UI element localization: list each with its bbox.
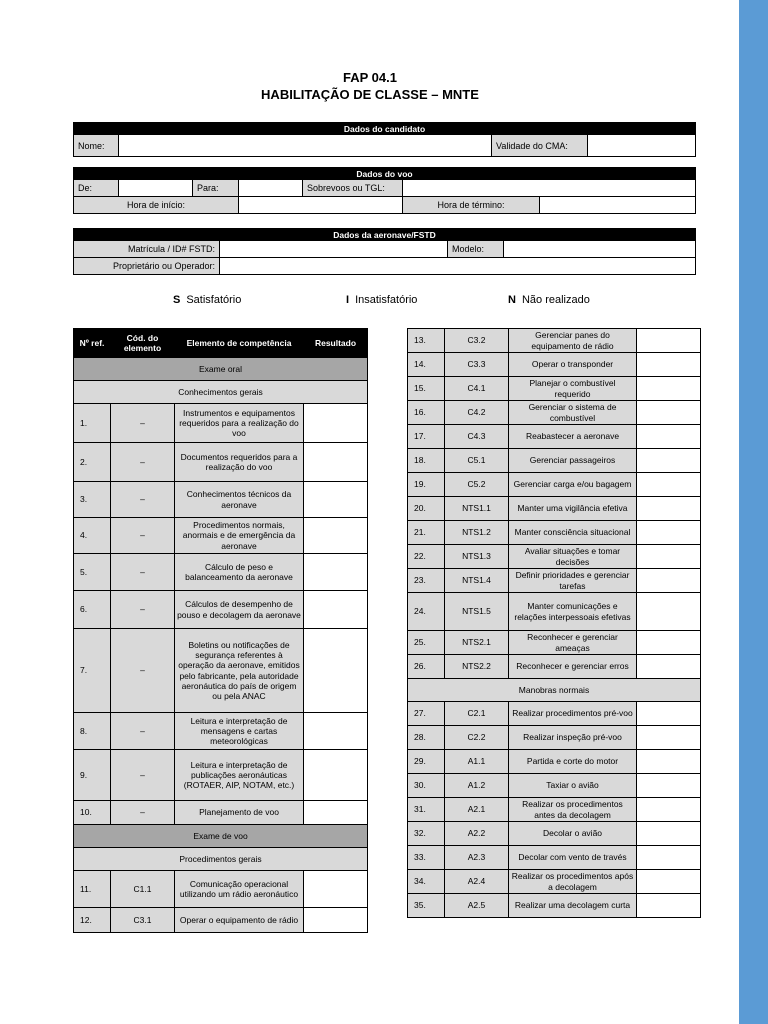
code-cell: – [111,750,175,801]
code-cell: – [111,629,175,713]
competency-row [74,518,368,554]
aircraft-header: Dados da aeronave/FSTD [74,229,696,241]
element-cell: Leitura e interpretação de publicações aeronáuticas (ROTAER, AIP, NOTAM, etc.) [175,750,304,801]
element-cell: Realizar os procedimentos após a decolagem [509,870,637,894]
competency-row [74,554,368,591]
element-cell: Realizar procedimentos pré-voo [509,702,637,726]
ref-cell: 9. [74,750,111,801]
result-field[interactable] [304,750,368,801]
element-cell: Boletins ou notificações de segurança referentes à operação da aeronave, emitidos pelo fabricante, pela autoridade aeronáutica do país de origem ou pela ANAC [175,629,304,713]
result-field[interactable] [637,774,701,798]
legend-unsatisfactory: I Insatisfatório [346,294,418,306]
result-field[interactable] [637,497,701,521]
element-cell: Manter uma vigilância efetiva [509,497,637,521]
competency-row [408,750,701,774]
col-ref-header: Nº ref. [74,329,111,358]
result-field[interactable] [637,846,701,870]
code-cell: C4.2 [445,401,509,425]
code-cell: NTS1.1 [445,497,509,521]
result-field[interactable] [637,593,701,631]
element-cell: Planejamento de voo [175,801,304,825]
start-time-label: Hora de início: [74,197,239,214]
section-title: Exame oral [74,358,368,381]
ref-cell: 31. [408,798,445,822]
model-label: Modelo: [448,241,504,258]
competency-row [408,774,701,798]
subsection-row [74,848,368,871]
registration-label: Matrícula / ID# FSTD: [74,241,220,258]
col-code-header: Cód. do elemento [111,329,175,358]
element-cell: Taxiar o avião [509,774,637,798]
competency-row [74,871,368,908]
ref-cell: 35. [408,894,445,918]
ref-cell: 26. [408,655,445,679]
competency-row [408,631,701,655]
ref-cell: 34. [408,870,445,894]
result-field[interactable] [637,702,701,726]
end-time-field[interactable] [540,197,696,214]
ref-cell: 22. [408,545,445,569]
element-cell: Cálculos de desempenho de pouso e decolagem da aeronave [175,591,304,629]
ref-cell: 14. [408,353,445,377]
form-code: FAP 04.1 [343,70,397,85]
result-field[interactable] [304,629,368,713]
legend-satisfactory: S Satisfatório [173,294,242,306]
result-field[interactable] [637,521,701,545]
code-cell: C5.1 [445,449,509,473]
result-field[interactable] [304,713,368,750]
result-field[interactable] [637,545,701,569]
flight-section [73,167,696,214]
code-cell: C4.1 [445,377,509,401]
element-cell: Instrumentos e equipamentos requeridos para a realização do voo [175,404,304,443]
element-cell: Realizar os procedimentos antes da decolagem [509,798,637,822]
code-cell: A1.2 [445,774,509,798]
competency-row [408,377,701,401]
ref-cell: 23. [408,569,445,593]
cma-label: Validade do CMA: [492,135,588,157]
element-cell: Operar o equipamento de rádio [175,908,304,933]
element-cell: Decolar o avião [509,822,637,846]
code-cell: C5.2 [445,473,509,497]
element-cell: Reconhecer e gerenciar erros [509,655,637,679]
competency-row [408,329,701,353]
code-cell: A2.3 [445,846,509,870]
result-field[interactable] [304,871,368,908]
competency-row [408,846,701,870]
ref-cell: 24. [408,593,445,631]
code-cell: – [111,554,175,591]
competency-row [408,569,701,593]
code-cell: – [111,443,175,482]
section-title: Conhecimentos gerais [74,381,368,404]
element-cell: Definir prioridades e gerenciar tarefas [509,569,637,593]
competency-row [408,401,701,425]
competency-row [408,822,701,846]
competency-row [408,425,701,449]
page-title: HABILITAÇÃO DE CLASSE – MNTE [261,87,479,102]
subsection-row [74,381,368,404]
competency-row [74,482,368,518]
section-row [74,358,368,381]
result-field[interactable] [637,870,701,894]
registration-field[interactable] [220,241,448,258]
flight-header: Dados do voo [74,168,696,180]
to-label: Para: [193,180,239,197]
code-cell: – [111,591,175,629]
competency-row [408,870,701,894]
result-field[interactable] [637,822,701,846]
result-field[interactable] [304,591,368,629]
element-cell: Comunicação operacional utilizando um rádio aeronáutico [175,871,304,908]
ref-cell: 32. [408,822,445,846]
ref-cell: 21. [408,521,445,545]
competency-row [74,443,368,482]
result-field[interactable] [637,750,701,774]
ref-cell: 29. [408,750,445,774]
competency-row [408,521,701,545]
element-cell: Leitura e interpretação de mensagens e cartas meteorológicas [175,713,304,750]
result-field[interactable] [304,554,368,591]
result-field[interactable] [637,569,701,593]
ref-cell: 17. [408,425,445,449]
competency-row [74,713,368,750]
result-field[interactable] [637,353,701,377]
code-cell: C2.1 [445,702,509,726]
code-cell: A2.5 [445,894,509,918]
competency-row [74,750,368,801]
element-cell: Operar o transponder [509,353,637,377]
code-cell: – [111,713,175,750]
side-accent-bar [739,0,768,1024]
section-title: Exame de voo [74,825,368,848]
code-cell: C3.2 [445,329,509,353]
from-field[interactable] [119,180,193,197]
ref-cell: 33. [408,846,445,870]
competency-row [408,497,701,521]
competency-row [74,801,368,825]
code-cell: C3.3 [445,353,509,377]
to-field[interactable] [239,180,303,197]
ref-cell: 4. [74,518,111,554]
code-cell: A2.2 [445,822,509,846]
left-competency-table [73,328,368,933]
result-field[interactable] [637,726,701,750]
ref-cell: 11. [74,871,111,908]
competency-row [74,908,368,933]
element-cell: Gerenciar o sistema de combustível [509,401,637,425]
code-cell: A2.4 [445,870,509,894]
ref-cell: 20. [408,497,445,521]
competency-row [408,545,701,569]
ref-cell: 7. [74,629,111,713]
element-cell: Procedimentos normais, anormais e de emergência da aeronave [175,518,304,554]
ref-cell: 15. [408,377,445,401]
result-field[interactable] [637,329,701,353]
result-field[interactable] [637,798,701,822]
ref-cell: 3. [74,482,111,518]
col-element-header: Elemento de competência [175,329,304,358]
element-cell: Partida e corte do motor [509,750,637,774]
candidate-section [73,122,696,157]
result-field[interactable] [304,443,368,482]
code-cell: – [111,404,175,443]
element-cell: Documentos requeridos para a realização do voo [175,443,304,482]
legend-not-performed: N Não realizado [508,294,590,306]
ref-cell: 18. [408,449,445,473]
tgl-label: Sobrevoos ou TGL: [303,180,403,197]
section-row [74,825,368,848]
competency-row [74,404,368,443]
tgl-field[interactable] [403,180,696,197]
ref-cell: 8. [74,713,111,750]
code-cell: NTS1.5 [445,593,509,631]
result-field[interactable] [637,894,701,918]
ref-cell: 10. [74,801,111,825]
competency-row [408,798,701,822]
element-cell: Reabastecer a aeronave [509,425,637,449]
element-cell: Avaliar situações e tomar decisões [509,545,637,569]
ref-cell: 19. [408,473,445,497]
code-cell: C2.2 [445,726,509,750]
result-field[interactable] [304,482,368,518]
section-title: Manobras normais [408,679,701,702]
result-field[interactable] [304,908,368,933]
result-field[interactable] [637,449,701,473]
ref-cell: 6. [74,591,111,629]
result-field[interactable] [637,377,701,401]
ref-cell: 28. [408,726,445,750]
code-cell: NTS2.1 [445,631,509,655]
right-competency-table [407,328,701,918]
ref-cell: 30. [408,774,445,798]
code-cell: – [111,801,175,825]
ref-cell: 16. [408,401,445,425]
owner-field[interactable] [220,258,696,275]
name-label: Nome: [74,135,119,157]
competency-row [408,593,701,631]
code-cell: NTS1.2 [445,521,509,545]
element-cell: Realizar inspeção pré-voo [509,726,637,750]
element-cell: Gerenciar passageiros [509,449,637,473]
ref-cell: 27. [408,702,445,726]
result-field[interactable] [637,631,701,655]
competency-row [408,353,701,377]
aircraft-section [73,228,696,275]
col-result-header: Resultado [304,329,368,358]
competency-row [408,726,701,750]
code-cell: NTS2.2 [445,655,509,679]
competency-row [408,449,701,473]
element-cell: Conhecimentos técnicos da aeronave [175,482,304,518]
end-time-label: Hora de término: [403,197,540,214]
cma-field[interactable] [588,135,696,157]
element-cell: Gerenciar panes do equipamento de rádio [509,329,637,353]
result-field[interactable] [304,404,368,443]
competency-row [408,702,701,726]
owner-label: Proprietário ou Operador: [74,258,220,275]
code-cell: NTS1.4 [445,569,509,593]
element-cell: Cálculo de peso e balanceamento da aeronave [175,554,304,591]
subsection-row [408,679,701,702]
code-cell: C4.3 [445,425,509,449]
element-cell: Gerenciar carga e/ou bagagem [509,473,637,497]
ref-cell: 2. [74,443,111,482]
competency-row [408,894,701,918]
result-field[interactable] [637,473,701,497]
code-cell: NTS1.3 [445,545,509,569]
competency-row [74,629,368,713]
element-cell: Realizar uma decolagem curta [509,894,637,918]
ref-cell: 1. [74,404,111,443]
code-cell: A1.1 [445,750,509,774]
code-cell: C3.1 [111,908,175,933]
competency-row [408,473,701,497]
element-cell: Manter consciência situacional [509,521,637,545]
ref-cell: 5. [74,554,111,591]
from-label: De: [74,180,119,197]
start-time-field[interactable] [239,197,403,214]
section-title: Procedimentos gerais [74,848,368,871]
model-field[interactable] [504,241,696,258]
element-cell: Reconhecer e gerenciar ameaças [509,631,637,655]
code-cell: – [111,482,175,518]
result-field[interactable] [637,401,701,425]
name-field[interactable] [119,135,492,157]
code-cell: C1.1 [111,871,175,908]
result-field[interactable] [304,801,368,825]
result-field[interactable] [304,518,368,554]
competency-row [408,655,701,679]
ref-cell: 25. [408,631,445,655]
ref-cell: 13. [408,329,445,353]
competency-row [74,591,368,629]
ref-cell: 12. [74,908,111,933]
element-cell: Decolar com vento de través [509,846,637,870]
element-cell: Manter comunicações e relações interpessoais efetivas [509,593,637,631]
candidate-header: Dados do candidato [74,123,696,135]
result-field[interactable] [637,655,701,679]
code-cell: A2.1 [445,798,509,822]
element-cell: Planejar o combustível requerido [509,377,637,401]
code-cell: – [111,518,175,554]
result-field[interactable] [637,425,701,449]
